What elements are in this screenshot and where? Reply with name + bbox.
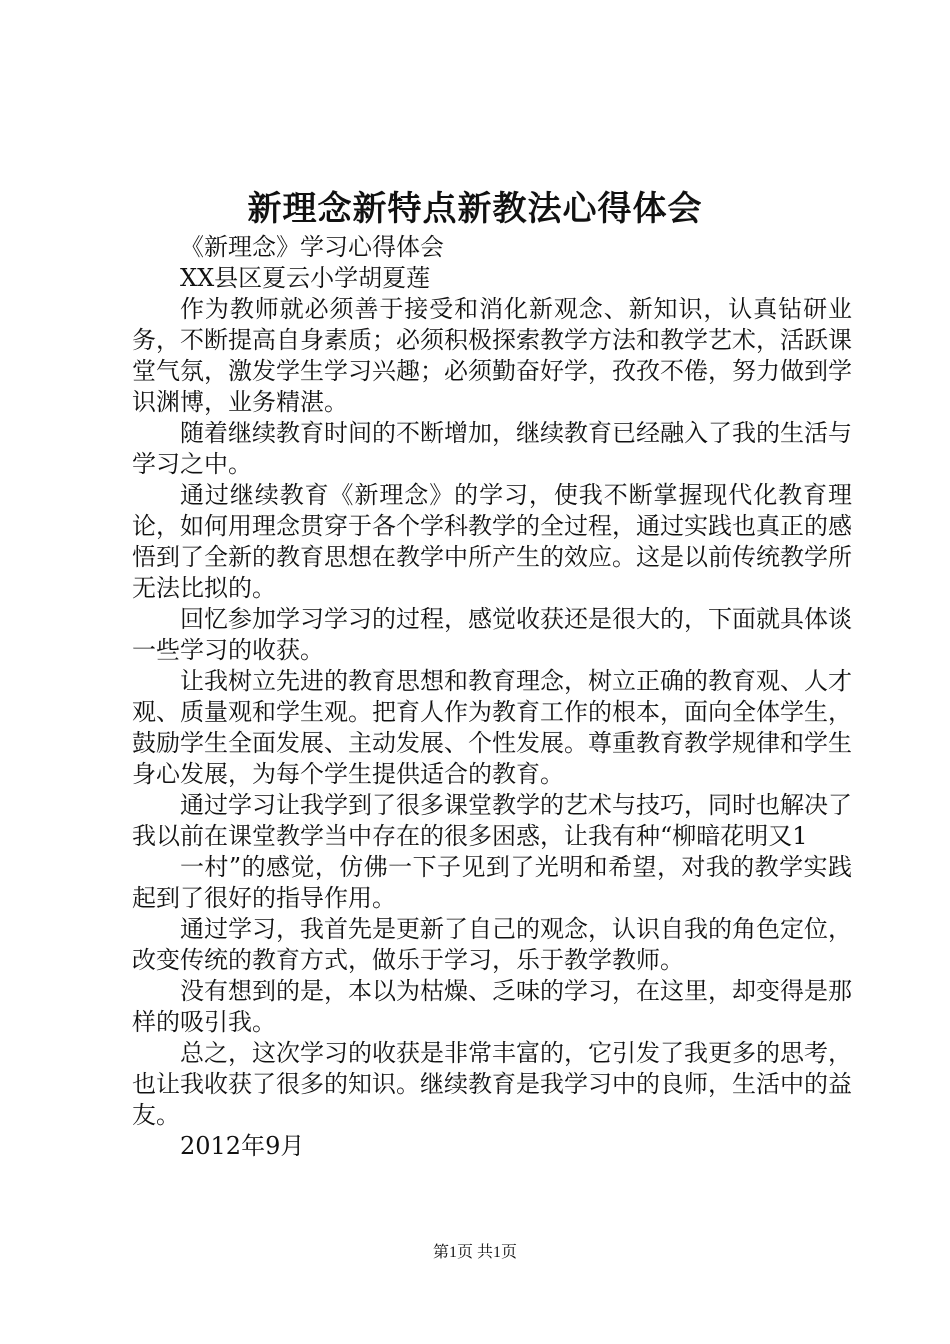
paragraph: 没有想到的是，本以为枯燥、乏味的学习，在这里，却变得是那样的吸引我。 — [132, 977, 852, 1036]
date-line: 2012年9月 — [180, 1132, 305, 1160]
paragraph: 总之，这次学习的收获是非常丰富的，它引发了我更多的思考，也让我收获了很多的知识。继续教育是我学习中的良师，生活中的益友。 — [132, 1039, 852, 1129]
paragraph: 一村”的感觉，仿佛一下子见到了光明和希望，对我的教学实践起到了很好的指导作用。 — [132, 853, 852, 912]
page-number: 第1页 共1页 — [432, 1244, 517, 1261]
paragraph: 通过继续教育《新理念》的学习，使我不断掌握现代化教育理论，如何用理念贯穿于各个学科教学的全过程，通过实践也真正的感悟到了全新的教育思想在教学中所产生的效应。这是以前传统教学所无法比拟的。 — [132, 481, 852, 602]
paragraph: 回忆参加学习学习的过程，感觉收获还是很大的，下面就具体谈一些学习的收获。 — [132, 605, 852, 664]
paragraph-author: XX县区夏云小学胡夏莲 — [180, 264, 431, 292]
document-title: 新理念新特点新教法心得体会 — [247, 189, 703, 229]
paragraph: 作为教师就必须善于接受和消化新观念、新知识，认真钻研业务，不断提高自身素质；必须积极探索教学方法和教学艺术，活跃课堂气氛，激发学生学习兴趣；必须勤奋好学，孜孜不倦，努力做到学识渊博，业务精湛。 — [132, 295, 852, 416]
paragraph: 随着继续教育时间的不断增加，继续教育已经融入了我的生活与学习之中。 — [132, 419, 852, 478]
paragraph-subtitle: 《新理念》学习心得体会 — [180, 233, 444, 261]
document-body — [132, 232, 852, 1162]
paragraph: 通过学习让我学到了很多课堂教学的艺术与技巧，同时也解决了我以前在课堂教学当中存在的很多困惑，让我有种“柳暗花明又1 — [132, 791, 852, 850]
paragraph: 通过学习，我首先是更新了自己的观念，认识自我的角色定位，改变传统的教育方式，做乐于学习，乐于教学教师。 — [132, 915, 852, 974]
paragraph: 让我树立先进的教育思想和教育理念，树立正确的教育观、人才观、质量观和学生观。把育人作为教育工作的根本，面向全体学生，鼓励学生全面发展、主动发展、个性发展。尊重教育教学规律和学生身心发展，为每个学生提供适合的教育。 — [132, 667, 852, 788]
